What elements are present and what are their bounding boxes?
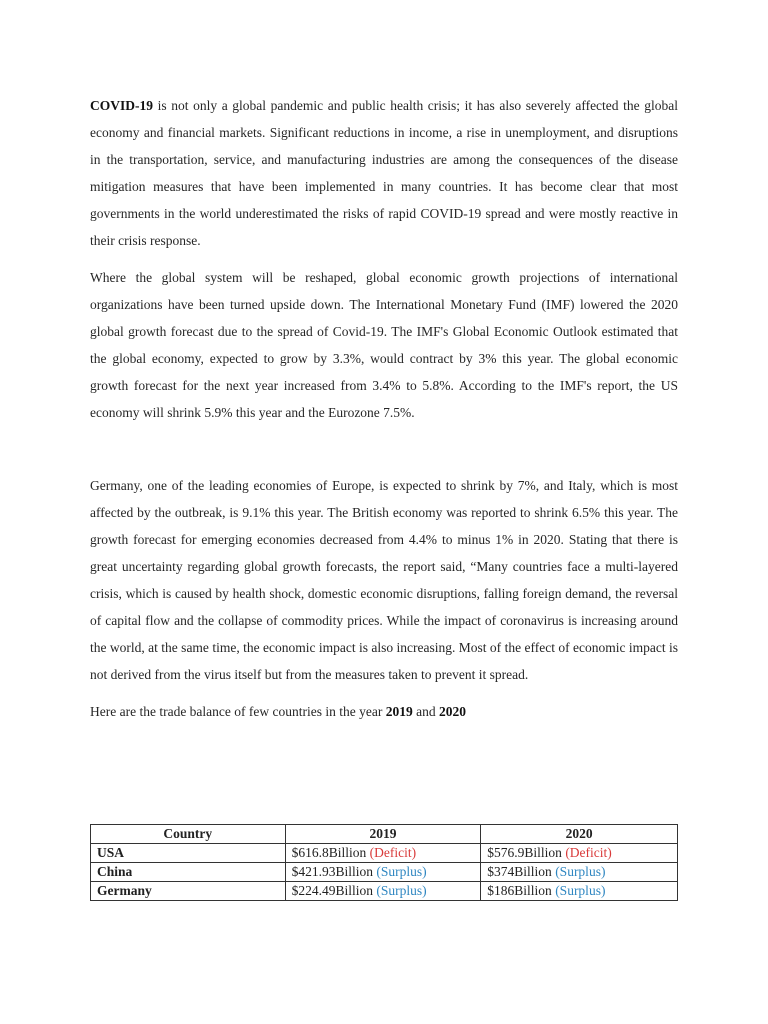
amount-2020: $374Billion <box>487 864 556 879</box>
paragraph-trade-balance-intro <box>90 698 678 725</box>
covid-19-bold-term: COVID-19 <box>90 98 153 113</box>
status-2019: (Surplus) <box>376 883 427 898</box>
document-body <box>90 92 678 725</box>
value-2020-cell <box>481 882 678 901</box>
year-2020-bold: 2020 <box>438 704 466 719</box>
paragraph-imf-forecast: Where the global system will be reshaped, global economic growth projections of international organizations have been turned upside down. The International Monetary Fund (IMF) lowered the 2020 global growth forecast due to the spread of Covid-19. The IMF's Global Economic Outlook estimated that the global economy, expected to grow by 3.3%, would contract by 3% this year. The global economic growth forecast for the next year increased from 3.4% to 5.8%. According to the IMF's report, the US economy will shrink 5.9% this year and the Eurozone 7.5%. <box>90 270 678 420</box>
table-row <box>91 844 678 863</box>
value-2019-cell <box>285 844 481 863</box>
table-row <box>91 863 678 882</box>
value-2019-cell <box>285 863 481 882</box>
country-cell: Germany <box>91 882 286 901</box>
value-2020-cell <box>481 863 678 882</box>
amount-2020: $576.9Billion <box>487 845 566 860</box>
header-2019: 2019 <box>285 825 481 844</box>
trade-intro-and: and <box>412 704 439 719</box>
status-2019: (Surplus) <box>376 864 427 879</box>
amount-2019: $224.49Billion <box>291 883 377 898</box>
amount-2020: $186Billion <box>487 883 556 898</box>
trade-balance-table <box>90 824 678 901</box>
table-row <box>91 882 678 901</box>
status-2020: (Surplus) <box>555 883 606 898</box>
amount-2019: $421.93Billion <box>291 864 377 879</box>
status-2020: (Surplus) <box>555 864 606 879</box>
table-header-row <box>91 825 678 844</box>
country-cell: USA <box>91 844 286 863</box>
paragraph-europe-economies: Germany, one of the leading economies of Europe, is expected to shrink by 7%, and Italy, which is most affected by the outbreak, is 9.1% this year. The British economy was reported to shrink 6.5% this year. The growth forecast for emerging economies decreased from 4.4% to minus 1% in 2020. Stating that there is great uncertainty regarding global growth forecasts, the report said, “Many countries face a multi-layered crisis, which is caused by health shock, domestic economic disruptions, falling foreign demand, the reversal of capital flow and the collapse of commodity prices. While the impact of coronavirus is increasing around the world, at the same time, the economic impact is also increasing. Most of the effect of economic impact is not derived from the virus itself but from the measures taken to prevent it spread. <box>90 478 678 682</box>
country-cell: China <box>91 863 286 882</box>
paragraph-covid-intro <box>90 92 678 254</box>
trade-intro-text: Here are the trade balance of few countries in the year <box>90 704 386 719</box>
paragraph-covid-intro-text: is not only a global pandemic and public health crisis; it has also severely affected the global economy and financial markets. Significant reductions in income, a rise in unemployment, and disruptions in the transportation, service, and manufacturing industries are among the consequences of the disease mitigation measures that have been implemented in many countries. It has become clear that most governments in the world underestimated the risks of rapid COVID-19 spread and were mostly reactive in their crisis response. <box>90 98 678 248</box>
year-2019-bold: 2019 <box>385 704 413 719</box>
header-2020: 2020 <box>481 825 678 844</box>
status-2020: (Deficit) <box>565 845 612 860</box>
header-country: Country <box>91 825 286 844</box>
amount-2019: $616.8Billion <box>291 845 370 860</box>
value-2020-cell <box>481 844 678 863</box>
value-2019-cell <box>285 882 481 901</box>
status-2019: (Deficit) <box>369 845 417 860</box>
